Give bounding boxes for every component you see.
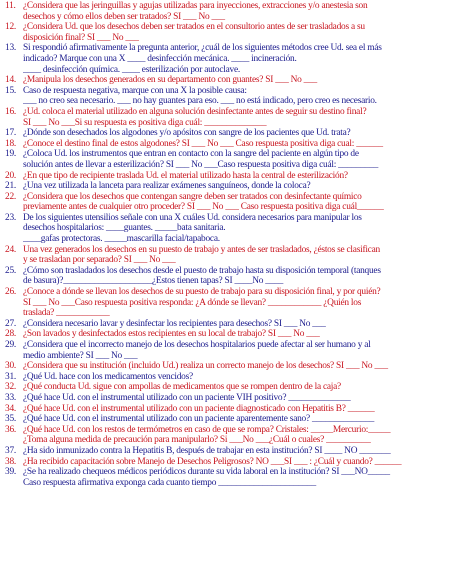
question-item [3, 414, 470, 425]
question-text [23, 1, 470, 22]
question-number: 36. [5, 424, 16, 435]
question-line: ¿Considera que las jeringuillas y agujas utilizadas para inyecciones, extracciones y/o anestesia son [23, 1, 368, 11]
question-number: 12. [5, 22, 16, 33]
question-text [23, 213, 470, 245]
question-text [23, 139, 470, 150]
question-line: ¿Una vez utilizada la lanceta para realizar exámenes sanguíneos, donde la coloca? [23, 181, 311, 192]
question-line: traslada? ____________ [23, 308, 110, 319]
question-item [3, 171, 470, 182]
question-item [3, 393, 470, 404]
question-line: ¿Conoce a dónde se llevan los desechos de su puesto de trabajo para su disposición final, y por quién? [23, 287, 381, 298]
question-number: 18. [5, 138, 16, 149]
question-item [3, 382, 470, 393]
question-number: 34. [5, 403, 16, 414]
question-line: ¿Toma alguna medida de precaución para manipularlo? Si ___No ___¿Cuál o cuales? __________ [23, 435, 371, 446]
question-item [3, 287, 470, 319]
question-text [23, 107, 470, 128]
question-text [23, 425, 470, 446]
question-number: 28. [5, 329, 16, 340]
question-line: ¿Son lavados y desinfectados estos recipientes en su local de trabajo? SI ___ No ___ [23, 329, 320, 340]
question-line: ¿Qué hace Ud. con el instrumental utilizado con un paciente VIH positivo? ______________ [23, 392, 351, 403]
question-line: ¿Considera que los desechos que contengan sangre deben ser tratados con desinfectante químico [23, 191, 362, 202]
question-item [3, 319, 470, 330]
question-line: ¿Qué conducta Ud. sigue con ampollas de medicamentos que se rompen dentro de la caja? [23, 382, 341, 393]
question-text [23, 181, 470, 192]
question-text [23, 382, 470, 393]
question-text [23, 128, 470, 139]
question-item [3, 329, 470, 340]
question-number: 27. [5, 318, 16, 329]
question-item [3, 446, 470, 457]
question-line: ___ no creo sea necesario. ___ no hay guantes para eso. ___ no está indicado, pero creo es necesario. [23, 96, 377, 107]
question-number: 38. [5, 456, 16, 467]
question-line: ¿Considera necesario lavar y desinfectar los recipientes para desechos? SI ___ No ___ [23, 318, 326, 329]
question-text [23, 43, 470, 75]
question-text [23, 404, 470, 415]
question-number: 37. [5, 445, 16, 456]
question-item [3, 361, 470, 372]
question-number: 20. [5, 170, 16, 181]
question-item [3, 43, 470, 75]
question-line: Caso de respuesta negativa, marque con una X la posible causa: [23, 85, 247, 96]
question-text [23, 245, 470, 266]
question-number: 17. [5, 128, 16, 139]
question-item [3, 149, 470, 170]
question-line: disposición final? SI ___ No ___ [23, 32, 139, 43]
question-line: ¿Cómo son trasladados los desechos desde el puesto de trabajo hasta su disposición temporal (tanques [23, 265, 381, 276]
question-number: 35. [5, 414, 16, 425]
question-item [3, 213, 470, 245]
question-text [23, 171, 470, 182]
question-number: 32. [5, 382, 16, 393]
question-line: ¿Qué hace Ud. con los restos de termómetros en caso de que se rompa? Cristales: _____Mercurio:_____ [23, 424, 391, 435]
question-number: 25. [5, 265, 16, 276]
question-text [23, 361, 470, 372]
question-item [3, 245, 470, 266]
question-line: ¿Ha sido inmunizado contra la Hepatitis B, después de trabajar en esta institución? SI ____ NO _______ [23, 445, 391, 456]
question-line: ____ desinfección química. ____ esterilización por autoclave. [23, 64, 240, 75]
question-line: ¿Manipula los desechos generados en su departamento con guantes? SI ___ No ___ [23, 75, 317, 86]
question-number: 14. [5, 75, 16, 86]
question-line: previamente antes de cualquier otro proceder? SI ___ No ___ Caso respuesta positiva diga cuál______ [23, 202, 384, 213]
question-item [3, 86, 470, 107]
question-text [23, 414, 470, 425]
question-line: indicado? Marque con una X ____ desinfección mecánica. ____ incineración. [23, 53, 297, 64]
question-line: ____gafas protectoras. _____mascarilla facial/tapaboca. [23, 234, 220, 245]
question-item [3, 181, 470, 192]
question-text [23, 22, 470, 43]
question-line: ¿Considera Ud. que los desechos deben ser tratados en el consultorio antes de ser trasladados a su [23, 22, 365, 33]
question-text [23, 340, 470, 361]
question-item [3, 75, 470, 86]
question-line: SI ___ No ___Caso respuesta positiva responda: ¿A dónde se llevan? ____________ ¿Quién los [23, 297, 362, 308]
question-text [23, 467, 470, 488]
question-line: solución antes de llevar a esterilización? SI ___ No ___Caso respuesta positiva diga cuál: _________ [23, 159, 379, 170]
question-number: 16. [5, 106, 16, 117]
question-line: ¿Considera que su institución (incluido Ud.) realiza un correcto manejo de los desechos? SI ___ No ___ [23, 361, 388, 372]
question-item [3, 425, 470, 446]
question-line: Una vez generados los desechos en su puesto de trabajo y antes de ser trasladados, ¿éstos se clasifican [23, 244, 380, 255]
question-number: 15. [5, 85, 16, 96]
question-number: 33. [5, 392, 16, 403]
question-line: desechos hospitalarios: ____guantes. _____bata sanitaria. [23, 223, 226, 234]
question-number: 22. [5, 191, 16, 202]
question-text [23, 192, 470, 213]
question-text [23, 457, 470, 468]
question-item [3, 372, 470, 383]
question-line: De los siguientes utensilios señale con una X cuáles Ud. considera necesarios para manipular los [23, 212, 362, 223]
question-number: 13. [5, 43, 16, 54]
question-line: ¿Ud. coloca el material utilizado en alguna solución desinfectante antes de seguir su destino final? [23, 106, 367, 117]
question-line: ¿Qué hace Ud. con el instrumental utilizado con un paciente aparentemente sano? ______________ [23, 414, 375, 425]
question-item [3, 192, 470, 213]
question-line: ¿Dónde son desechados los algodones y/o apósitos con sangre de los pacientes que Ud. trata? [23, 128, 351, 139]
question-text [23, 287, 470, 319]
question-item [3, 467, 470, 488]
question-item [3, 266, 470, 287]
question-item [3, 107, 470, 128]
question-number: 31. [5, 371, 16, 382]
question-line: SI ___ No ___Si su respuesta es positiva diga cuál: ______________ [23, 117, 267, 128]
question-item [3, 1, 470, 22]
question-number: 24. [5, 244, 16, 255]
question-line: Si respondió afirmativamente la pregunta anterior, ¿cuál de los siguientes métodos cree Ud. sea el más [23, 43, 382, 54]
question-item [3, 340, 470, 361]
question-number: 39. [5, 467, 16, 478]
question-line: ¿Conoce el destino final de estos algodones? SI ___ No ___ Caso respuesta positiva diga cual: ______ [23, 138, 383, 149]
question-number: 19. [5, 149, 16, 160]
question-item [3, 22, 470, 43]
question-line: ¿Qué hace Ud. con el instrumental utilizado con un paciente diagnosticado con Hepatitis B? ______ [23, 403, 375, 414]
question-line: ¿Se ha realizado chequeos médicos periódicos durante su vida laboral en la institución? SI ___NO_____ [23, 467, 390, 478]
question-number: 30. [5, 361, 16, 372]
question-line: ¿Coloca Ud. los instrumentos que entran en contacto con la sangre del paciente en algún tipo de [23, 149, 359, 160]
question-line: y se trasladan por separado? SI ___ No ___ [23, 255, 176, 266]
question-text [23, 329, 470, 340]
question-text [23, 393, 470, 404]
question-number: 23. [5, 212, 16, 223]
question-text [23, 86, 470, 107]
question-line: ¿Considera que el incorrecto manejo de los desechos hospitalarios puede afectar al ser humano y al [23, 340, 371, 350]
question-number: 29. [5, 340, 16, 350]
question-text [23, 266, 470, 287]
question-item [3, 139, 470, 150]
question-line: medio ambiente? SI ___ No ___ [23, 350, 138, 361]
question-line: desechos y cómo ellos deben ser tratados? SI ___ No ___ [23, 11, 225, 22]
question-line: ¿En que tipo de recipiente traslada Ud. el material utilizado hasta la central de esterilización? [23, 170, 348, 181]
question-number: 26. [5, 287, 16, 298]
question-item [3, 457, 470, 468]
question-text [23, 149, 470, 170]
question-line: Caso respuesta afirmativa exponga cada cuanto tiempo ______________________ [23, 477, 316, 488]
question-text [23, 446, 470, 457]
question-text [23, 75, 470, 86]
question-number: 11. [5, 1, 16, 11]
question-number: 21. [5, 181, 16, 192]
question-line: de basura)?____________________¿Estos tienen tapas? SI ____No ____ [23, 276, 284, 287]
question-text [23, 319, 470, 330]
question-item [3, 404, 470, 415]
question-text [23, 372, 470, 383]
question-line: ¿Qué Ud. hace con los medicamentos vencidos? [23, 371, 193, 382]
question-line: ¿Ha recibido capacitación sobre Manejo de Desechos Peligrosos? NO ___SI ___ : ¿Cuál y cuando? ______ [23, 456, 402, 467]
question-item [3, 128, 470, 139]
